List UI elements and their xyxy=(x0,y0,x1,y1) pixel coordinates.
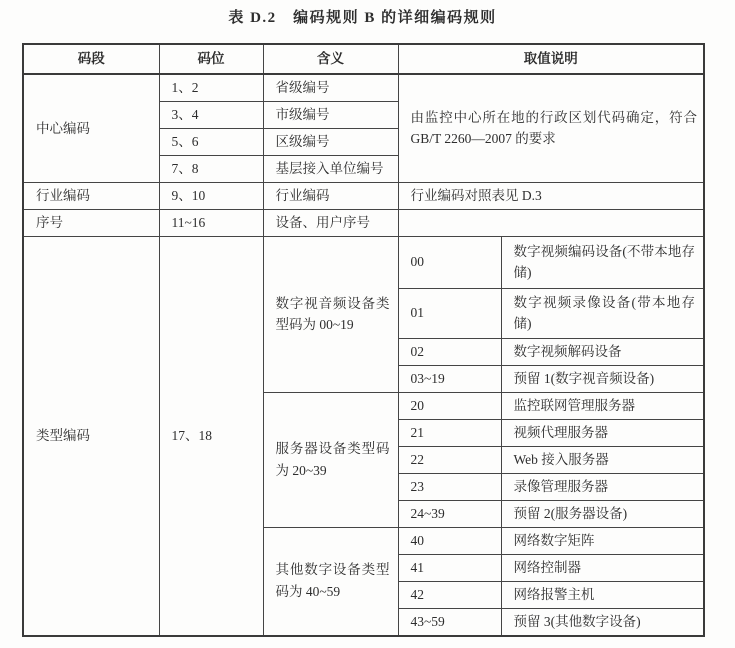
type-desc-cell: 网络报警主机 xyxy=(501,581,704,608)
table-row xyxy=(23,182,704,209)
type-code-cell: 41 xyxy=(398,554,501,581)
meaning-cell: 市级编号 xyxy=(263,101,398,128)
type-code-cell: 22 xyxy=(398,446,501,473)
meaning-cell: 省级编号 xyxy=(263,74,398,101)
type-code-cell: 43~59 xyxy=(398,608,501,635)
type-desc-cell: 预留 3(其他数字设备) xyxy=(501,608,704,635)
segment-cell-serial: 序号 xyxy=(23,209,159,236)
type-desc-cell: Web 接入服务器 xyxy=(501,446,704,473)
meaning-cell-group-other: 其他数字设备类型码为 40~59 xyxy=(263,527,398,635)
meaning-cell: 设备、用户序号 xyxy=(263,209,398,236)
pos-cell-type: 17、18 xyxy=(159,236,263,635)
meaning-cell: 基层接入单位编号 xyxy=(263,155,398,182)
pos-cell: 3、4 xyxy=(159,101,263,128)
type-code-cell: 20 xyxy=(398,392,501,419)
type-desc-cell: 预留 1(数字视音频设备) xyxy=(501,365,704,392)
meaning-cell: 行业编码 xyxy=(263,182,398,209)
col-header-value-desc: 取值说明 xyxy=(398,44,704,74)
coding-rules-table xyxy=(22,43,705,637)
pos-cell: 11~16 xyxy=(159,209,263,236)
value-desc-cell-center: 由监控中心所在地的行政区划代码确定，符合 GB/T 2260—2007 的要求 xyxy=(398,74,704,182)
segment-cell-industry: 行业编码 xyxy=(23,182,159,209)
meaning-cell-group-av: 数字视音频设备类型码为 00~19 xyxy=(263,236,398,392)
type-desc-cell: 视频代理服务器 xyxy=(501,419,704,446)
type-desc-cell: 网络数字矩阵 xyxy=(501,527,704,554)
table-row xyxy=(23,236,704,288)
header-row xyxy=(23,44,704,74)
type-desc-cell: 网络控制器 xyxy=(501,554,704,581)
type-code-cell: 00 xyxy=(398,236,501,288)
type-code-cell: 24~39 xyxy=(398,500,501,527)
type-desc-cell: 预留 2(服务器设备) xyxy=(501,500,704,527)
col-header-meaning: 含义 xyxy=(263,44,398,74)
pos-cell: 5、6 xyxy=(159,128,263,155)
type-code-cell: 42 xyxy=(398,581,501,608)
segment-cell-type: 类型编码 xyxy=(23,236,159,635)
table-row xyxy=(23,209,704,236)
pos-cell: 7、8 xyxy=(159,155,263,182)
type-code-cell: 21 xyxy=(398,419,501,446)
type-code-cell: 02 xyxy=(398,338,501,365)
type-code-cell: 40 xyxy=(398,527,501,554)
meaning-cell: 区级编号 xyxy=(263,128,398,155)
type-code-cell: 23 xyxy=(398,473,501,500)
segment-cell-center: 中心编码 xyxy=(23,74,159,182)
type-code-cell: 01 xyxy=(398,288,501,338)
col-header-segment: 码段 xyxy=(23,44,159,74)
pos-cell: 1、2 xyxy=(159,74,263,101)
meaning-cell-group-server: 服务器设备类型码为 20~39 xyxy=(263,392,398,527)
table-title: 表 D.2 编码规则 B 的详细编码规则 xyxy=(228,10,497,26)
type-desc-cell: 数字视频录像设备(带本地存储) xyxy=(501,288,704,338)
type-code-cell: 03~19 xyxy=(398,365,501,392)
pos-cell: 9、10 xyxy=(159,182,263,209)
value-desc-cell-industry: 行业编码对照表见 D.3 xyxy=(398,182,704,209)
type-desc-cell: 数字视频编码设备(不带本地存储) xyxy=(501,236,704,288)
type-desc-cell: 录像管理服务器 xyxy=(501,473,704,500)
value-desc-cell-serial xyxy=(398,209,704,236)
table-row xyxy=(23,74,704,101)
col-header-position: 码位 xyxy=(159,44,263,74)
type-desc-cell: 监控联网管理服务器 xyxy=(501,392,704,419)
type-desc-cell: 数字视频解码设备 xyxy=(501,338,704,365)
